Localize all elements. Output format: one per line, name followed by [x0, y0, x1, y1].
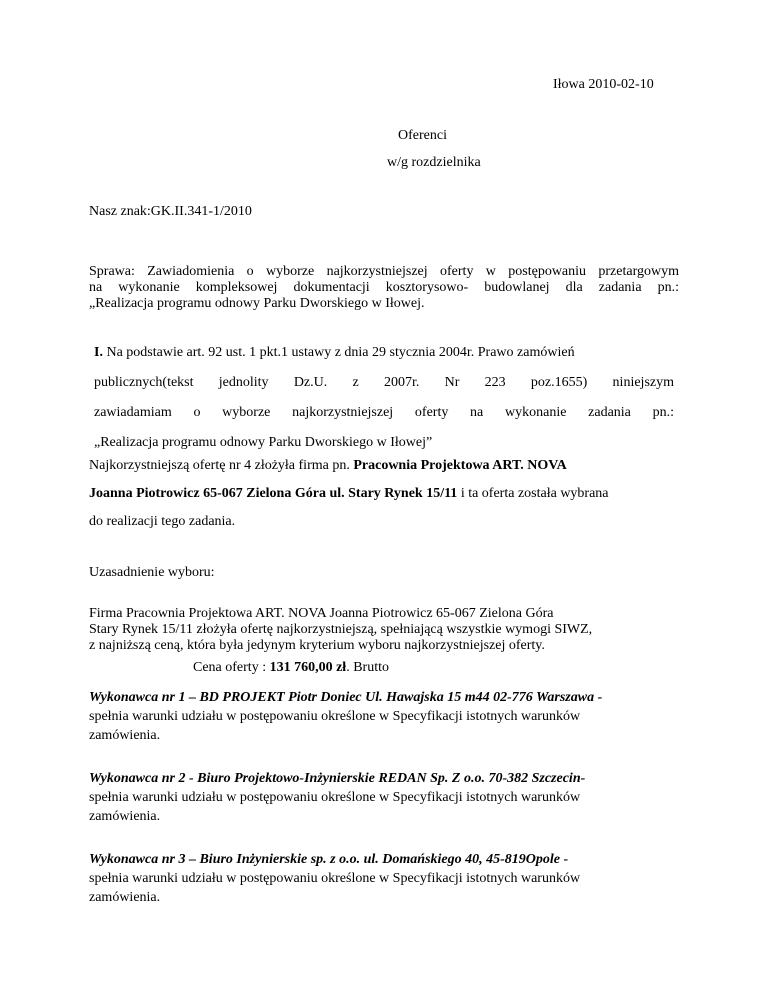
section-1-line	[94, 345, 674, 361]
contractor-3	[89, 850, 689, 907]
subject-paragraph	[89, 264, 679, 312]
recipient-line-1: Oferenci	[398, 128, 447, 143]
subject-line: Sprawa: Zawiadomienia o wyborze najkorzystniejszej oferty w postępowaniu przetargowym	[89, 264, 679, 279]
contractor-1	[89, 688, 689, 745]
contractor-2	[89, 769, 689, 826]
justification-line: z najniższą ceną, która była jedynym kryterium wyboru najkorzystniejszej oferty.	[89, 638, 545, 653]
price-value: 131 760,00 zł	[269, 660, 347, 675]
section-1-text: Na podstawie art. 92 ust. 1 pkt.1 ustawy z dnia 29 stycznia 2004r. Prawo zamówień	[102, 345, 575, 360]
winner-text: i ta oferta została wybrana	[457, 486, 609, 501]
winner-firm-address: Joanna Piotrowicz 65-067 Zielona Góra ul. Stary Rynek 15/11	[89, 486, 458, 501]
subject-line: „Realizacja programu odnowy Parku Dworskiego w Iłowej.	[89, 296, 425, 311]
letter-date: Iłowa 2010-02-10	[553, 77, 654, 92]
price-suffix: . Brutto	[346, 660, 389, 675]
section-1	[94, 345, 674, 465]
winner-firm-name: Pracownia Projektowa ART. NOVA	[353, 458, 567, 473]
section-1-label: I.	[94, 345, 103, 360]
section-1-line: publicznych(tekst jednolity Dz.U. z 2007r. Nr 223 poz.1655) niniejszym	[94, 375, 674, 390]
justification-line: Stary Rynek 15/11 złożyła ofertę najkorzystniejszą, spełniającą wszystkie wymogi SIWZ,	[89, 622, 593, 637]
reference-number: Nasz znak:GK.II.341-1/2010	[89, 204, 252, 219]
contractor-status: spełnia warunki udziału w postępowaniu określone w Specyfikacji istotnych warunków	[89, 709, 581, 724]
justification-paragraph	[89, 606, 592, 654]
section-1-line: „Realizacja programu odnowy Parku Dworskiego w Iłowej”	[94, 435, 433, 450]
subject-line: na wykonanie kompleksowej dokumentacji kosztorysowo- budowlanej dla zadania pn.:	[89, 280, 679, 295]
justification-heading: Uzasadnienie wyboru:	[89, 565, 215, 580]
contractor-status: zamówienia.	[89, 890, 161, 905]
recipient-line-2: w/g rozdzielnika	[387, 155, 481, 170]
offer-price	[193, 660, 389, 676]
winner-line: do realizacji tego zadania.	[89, 514, 236, 529]
contractor-title: Wykonawca nr 3 – Biuro Inżynierskie sp. z o.o. ul. Domańskiego 40, 45-819Opole -	[89, 852, 569, 867]
winner-text: Najkorzystniejszą ofertę nr 4 złożyła firma pn.	[89, 458, 354, 473]
contractor-status: spełnia warunki udziału w postępowaniu określone w Specyfikacji istotnych warunków	[89, 871, 581, 886]
section-1-line: zawiadamiam o wyborze najkorzystniejszej oferty na wykonanie zadania pn.:	[94, 405, 674, 420]
justification-line: Firma Pracownia Projektowa ART. NOVA Joanna Piotrowicz 65-067 Zielona Góra	[89, 606, 554, 621]
contractor-title: Wykonawca nr 1 – BD PROJEKT Piotr Doniec Ul. Hawajska 15 m44 02-776 Warszawa -	[89, 690, 603, 705]
contractor-status: spełnia warunki udziału w postępowaniu określone w Specyfikacji istotnych warunków	[89, 790, 581, 805]
winner-line	[89, 458, 609, 474]
winner-line	[89, 486, 609, 502]
contractor-status: zamówienia.	[89, 728, 161, 743]
winner-paragraph	[89, 458, 609, 542]
contractor-status: zamówienia.	[89, 809, 161, 824]
price-label: Cena oferty :	[193, 660, 270, 675]
contractor-title: Wykonawca nr 2 - Biuro Projektowo-Inżynierskie REDAN Sp. Z o.o. 70-382 Szczecin-	[89, 771, 586, 786]
